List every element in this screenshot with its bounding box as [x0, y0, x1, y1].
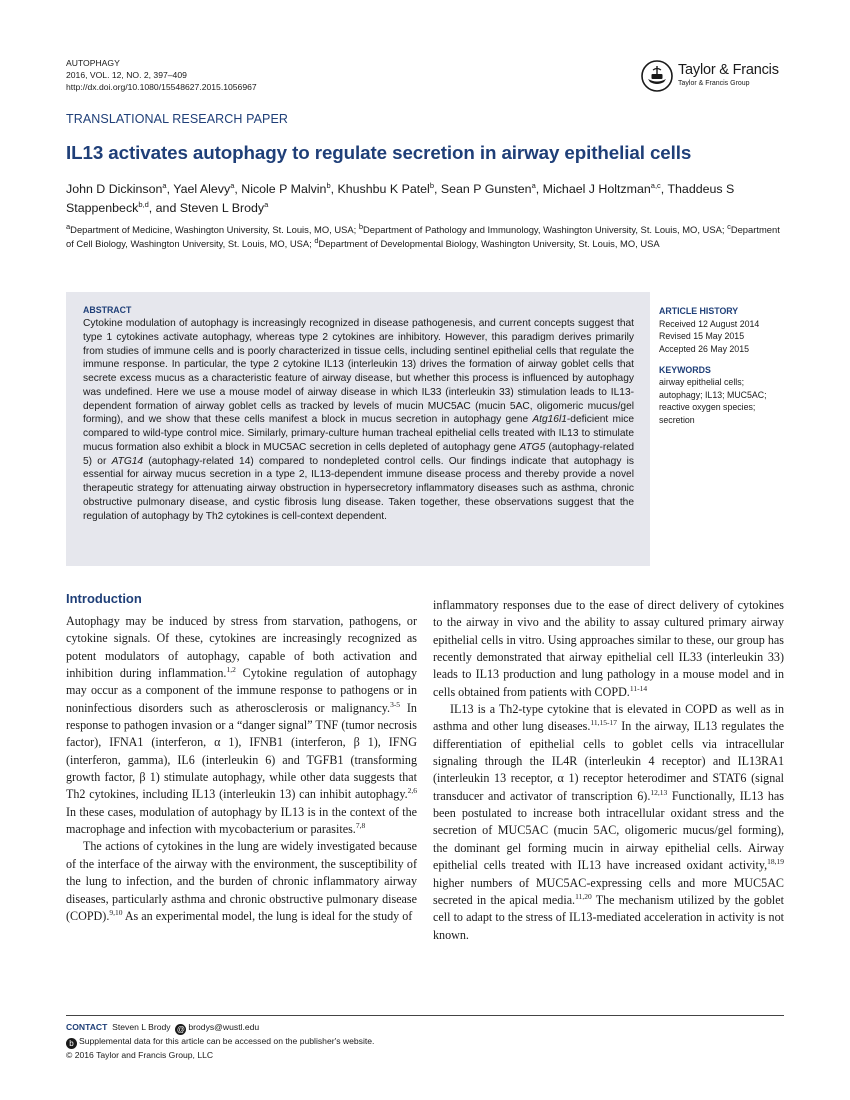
article-history	[659, 305, 799, 355]
body-text: The mechanism utilized by the goblet cell to adapt to the stress of IL13-mediated acceleration in activity is not known.	[433, 892, 784, 942]
body-text: inflammatory responses due to the ease of direct delivery of cytokines to the airway in vivo and the ability to assay cultured primary airway epithelial cells in vitro. Using approaches similar to these, our group has recently demonstrated that airway epithelial cell IL33 (interleukin 33) leads to IL13 production and lung pathology in a mouse model and in cells obtained from patients with COPD.	[433, 598, 784, 699]
journal-citation: 2016, VOL. 12, NO. 2, 397–409	[66, 69, 187, 80]
citation-ref[interactable]: 2,6	[407, 786, 417, 796]
publisher-name: Taylor & Francis	[678, 62, 779, 78]
author-name: Khushbu K Patel	[337, 182, 430, 196]
section-label: TRANSLATIONAL RESEARCH PAPER	[66, 112, 289, 126]
citation-ref[interactable]: 11-14	[629, 683, 648, 693]
supplemental-icon: b	[66, 1038, 77, 1049]
revised-date: Revised 15 May 2015	[659, 331, 745, 342]
introduction-heading: Introduction	[66, 591, 142, 606]
gene-name: ATG14	[111, 455, 144, 467]
body-text: The actions of cytokines in the lung are widely investigated because of the interface of the airway with the environment, the susceptibility of the lung to infection, and the burden of chronic inflammatory airway diseases, particularly asthma and chronic obstructive pulmonary disease (COPD).	[66, 839, 417, 923]
supplemental-note: Supplemental data for this article can be accessed on the publisher's website.	[79, 1036, 375, 1046]
body-text: higher numbers of MUC5AC-expressing cells and more MUC5AC secreted in the apical media.	[433, 875, 784, 907]
copyright: © 2016 Taylor and Francis Group, LLC	[66, 1050, 214, 1060]
author-affiliation-mark: a	[264, 199, 269, 209]
publisher-group: Taylor & Francis Group	[678, 80, 750, 87]
affiliations	[66, 223, 784, 251]
affiliation-text: Department of Medicine, Washington University, St. Louis, MO, USA;	[70, 224, 359, 235]
body-text: Functionally, IL13 has been postulated to increase both intracellular oxidant stress and the secretion of MUC5AC (mucin 5AC, oligomeric mucus/gel forming), the dominant gel forming mucin in airway epithelial cells. Airway epithelial cells treated with IL13 have increased oxidant activity,	[433, 788, 784, 873]
body-text: IL13 is a Th2-type cytokine that is elevated in COPD as well as in asthma and other lung diseases.	[433, 702, 784, 734]
body-text: Autophagy may be induced by stress from starvation, pathogens, or cytokine signals. Of these, cytokines are increasingly recognized as potent modulators of autophagy, capable of both activation and inhibition during inflammation.	[66, 614, 417, 681]
citation-ref[interactable]: 7,8	[355, 821, 366, 831]
article-title: IL13 activates autophagy to regulate secretion in airway epithelial cells	[66, 142, 692, 163]
affiliation-text: Department of Cell Biology, Washington University, St. Louis, MO, USA;	[66, 224, 780, 249]
body-text: Cytokine regulation of autophagy may occur as a component of the immune response to pathogens or in noninfectious disorders such as atherosclerosis or malignancy.	[66, 666, 418, 715]
abstract-part: Cytokine modulation of autophagy is increasingly recognized in disease pathogenesis, and current concepts suggest that type 1 cytokines activate autophagy, whereas type 2 cytokines are inhibitory. However, this paradigm derives primarily from studies of immune cells and is poorly characterized in tissue cells, including sentinel epithelial cells that regulate the immune response. In particular, the type 2 cytokine IL13 (interleukin 13) drives the formation of airway goblet cells that secrete excess mucus as a characteristic feature of airway disease, but whether this process is influenced by autophagy was undefined. Here we use a mouse model of airway disease in which IL33 (interleukin 33) stimulation leads to IL13-dependent formation of airway goblet cells as tracked by levels of mucin MUC5AC (mucin 5AC, oligomeric mucus/gel forming), and we show that these cells manifest a block in mucus secretion in autophagy gene	[83, 318, 634, 426]
body-paragraph	[433, 701, 784, 944]
author-name: Michael J Holtzman	[542, 182, 651, 196]
citation-ref[interactable]: 11,20	[575, 891, 592, 901]
received-date: Received 12 August 2014	[659, 318, 760, 329]
page-footer	[66, 1021, 374, 1062]
affiliation-mark: b	[358, 221, 363, 231]
publisher-logo	[640, 59, 790, 93]
author-name: Steven L Brody	[179, 200, 265, 215]
affiliation-text: Department of Pathology and Immunology, Washington University, St. Louis, MO, USA;	[363, 224, 728, 235]
keywords-heading: KEYWORDS	[659, 365, 711, 375]
body-paragraph	[66, 838, 417, 925]
body-text: As an experimental model, the lung is ideal for the study of	[122, 908, 413, 923]
citation-ref[interactable]: 9,10	[109, 907, 123, 917]
author-affiliation-mark: b	[429, 180, 434, 190]
gene-name: Atg16l1	[532, 414, 567, 426]
gene-name: ATG5	[519, 441, 546, 453]
author-name: John D Dickinson	[66, 182, 163, 196]
contact-label: CONTACT	[66, 1022, 108, 1032]
citation-ref[interactable]: 12,13	[650, 787, 668, 797]
accepted-date: Accepted 26 May 2015	[659, 343, 749, 354]
keywords-text: airway epithelial cells; autophagy; IL13; MUC5AC; reactive oxygen species; secretion	[659, 377, 767, 425]
affiliation-mark: d	[314, 235, 319, 245]
author-name: Nicole P Malvin	[241, 182, 327, 196]
body-text: In these cases, modulation of autophagy by IL13 is in the context of the macrophage and infection with mycobacterium or parasites.	[66, 804, 417, 837]
citation-ref[interactable]: 18,19	[767, 857, 784, 867]
author-affiliation-mark: a	[531, 180, 536, 190]
author-affiliation-mark: b	[326, 180, 331, 190]
author-name: Thaddeus S Stappenbeck	[66, 182, 735, 215]
author-list: John D Dickinson$^a$, Yael Alevy$^a$, Nicole P Malvin$^b$, Khushbu K Patel$^b$, Sean P Gunsten$^a$, Michael J Holtzman$^{a,c}$, Thaddeus S Stappenbeck$^{b,d}$, and Steven L Brody$^a$	[66, 180, 735, 215]
author-name: Yael Alevy	[173, 182, 231, 196]
body-text: In the airway, IL13 regulates the differentiation of epithelial cells to goblet cells via intracellular signaling through the IL4R (interleukin 4 receptor) and IL13RA1 (interleukin 13 receptor, α 1) receptor heterodimer and STAT6 (signal transducer and activator of transcription 6).	[433, 719, 784, 803]
affiliation-text: Department of Developmental Biology, Washington University, St. Louis, MO, USA	[318, 237, 660, 249]
contact-email[interactable]: brodys@wustl.edu	[188, 1022, 260, 1032]
abstract-text	[83, 317, 634, 523]
affiliation-mark: a	[66, 221, 71, 231]
body-paragraph	[433, 597, 784, 701]
author-affiliation-mark: a	[162, 180, 167, 190]
publisher-emblem-icon	[640, 60, 674, 92]
body-text: In response to pathogen invasion or a “danger signal” TNF (tumor necrosis factor), IFNA1 (interferon, α 1), IFNB1 (interferon, β 1), IFNG (interferon, gamma), IL6 (interleukin 6) and TGFB1 (transforming growth factor, β 1) stimulate autophagy, while other data suggests that Th2 cytokines, including IL13 (interleukin 13) can inhibit autophagy.	[66, 700, 417, 802]
abstract-part: (autophagy-related 14) compared to nondepleted control cells. Our findings indicate that autophagy is essential for airway mucus secretion in a type 2, IL13-dependent immune disease process and thereby provide a novel therapeutic strategy for attenuating airway obstruction in hypersecretory inflammatory diseases such as asthma, chronic obstructive pulmonary disease, and cystic fibrosis lung disease. Taken together, these observations suggest that the regulation of autophagy by Th2 cytokines is cell-context dependent.	[83, 455, 634, 522]
article-history-heading: ARTICLE HISTORY	[659, 306, 739, 316]
contact-name: Steven L Brody	[112, 1022, 171, 1032]
abstract-part: -deficient mice compared to wild-type control mice. Similarly, primary-culture human tracheal epithelial cells treated with IL13 to stimulate mucus formation also exhibit a block in MUC5AC secretion in cells depleted of autophagy gene	[83, 414, 634, 453]
citation-ref[interactable]: 3-5	[390, 699, 401, 709]
author-affiliation-mark: b,d	[138, 199, 149, 209]
body-column-left	[66, 613, 417, 925]
body-paragraph	[66, 613, 417, 838]
author-affiliation-mark: a	[230, 180, 235, 190]
email-icon: @	[176, 1025, 185, 1034]
keywords	[659, 364, 789, 426]
author-affiliation-mark: a,c	[650, 180, 661, 190]
doi-link[interactable]: http://dx.doi.org/10.1080/15548627.2015.1056967	[66, 81, 257, 92]
author-name: Sean P Gunsten	[440, 182, 532, 196]
journal-header	[66, 58, 257, 93]
citation-ref[interactable]: 1,2	[226, 665, 236, 674]
footer-divider	[66, 1015, 784, 1016]
abstract-part: (autophagy-related 5) or	[83, 441, 634, 467]
body-column-right	[433, 597, 784, 944]
citation-ref[interactable]: 11,15-17	[590, 718, 618, 728]
journal-name: AUTOPHAGY	[66, 58, 120, 68]
abstract-heading: ABSTRACT	[83, 305, 132, 315]
affiliation-mark: c	[727, 221, 731, 231]
